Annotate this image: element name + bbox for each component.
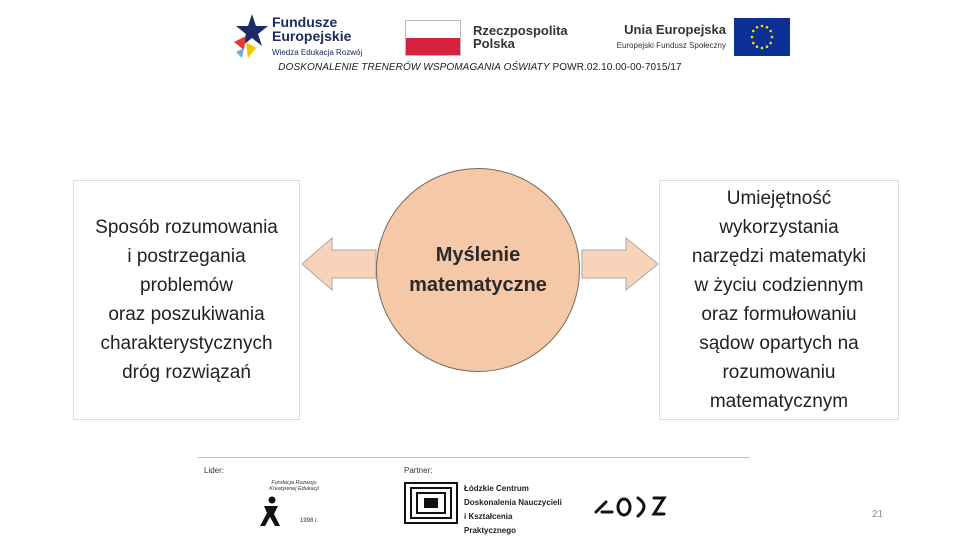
polish-flag-icon bbox=[405, 20, 461, 56]
project-code-title: DOSKONALENIE TRENERÓW WSPOMAGANIA OŚWIATY bbox=[278, 62, 550, 73]
partner-label: Partner: bbox=[404, 466, 433, 475]
left-arrow bbox=[300, 236, 378, 292]
project-code bbox=[0, 62, 960, 73]
left-concept-box bbox=[73, 180, 300, 420]
lodzkie-centrum-name: Łódzkie Centrum Doskonalenia Nauczycieli i Kształcenia Praktycznego bbox=[464, 484, 562, 535]
right-concept-box bbox=[659, 180, 899, 420]
fe-title: Fundusze Europejskie bbox=[272, 14, 352, 44]
lodz-logo-icon bbox=[592, 490, 672, 520]
rzeczpospolita-polska-logo bbox=[405, 20, 595, 56]
right-arrow bbox=[580, 236, 660, 292]
project-code-number: POWR.02.10.00-00-7015/17 bbox=[549, 62, 682, 73]
lodz-city-logo bbox=[592, 490, 672, 520]
lodzkie-centrum-logo bbox=[404, 480, 564, 535]
fundacja-year: 1998 r. bbox=[300, 518, 319, 524]
right-concept-text: Umiejętność wykorzystania narzędzi matematyki w życiu codziennym oraz formułowaniu sądow opartych na rozumowaniu matematycznym bbox=[691, 188, 867, 412]
fundusze-europejskie-logo bbox=[232, 12, 377, 60]
lcdnikp-square-icon bbox=[404, 482, 458, 524]
fundacja-name: Fundacja Rozwoju Kreatywnej Edukacji bbox=[269, 480, 319, 492]
unia-europejska-logo bbox=[600, 18, 790, 58]
eu-flag-icon bbox=[734, 18, 790, 56]
fe-star-icon bbox=[232, 12, 270, 60]
center-concept-circle: Myślenie matematyczne bbox=[376, 168, 580, 372]
walking-figure-icon bbox=[258, 496, 284, 528]
left-concept-text: Sposób rozumowania i postrzegania problemów oraz poszukiwania charakterystycznych dróg rozwiązań bbox=[95, 217, 278, 383]
ue-subtitle: Europejski Fundusz Społeczny bbox=[616, 41, 726, 50]
page-number: 21 bbox=[872, 509, 884, 520]
footer-divider bbox=[198, 457, 750, 458]
lider-label: Lider: bbox=[204, 466, 225, 475]
rp-text: Rzeczpospolita Polska bbox=[473, 23, 568, 51]
ue-title: Unia Europejska bbox=[624, 22, 726, 37]
fundacja-logo bbox=[252, 478, 332, 530]
fe-subtitle: Wiedza Edukacja Rozwój bbox=[272, 48, 363, 57]
